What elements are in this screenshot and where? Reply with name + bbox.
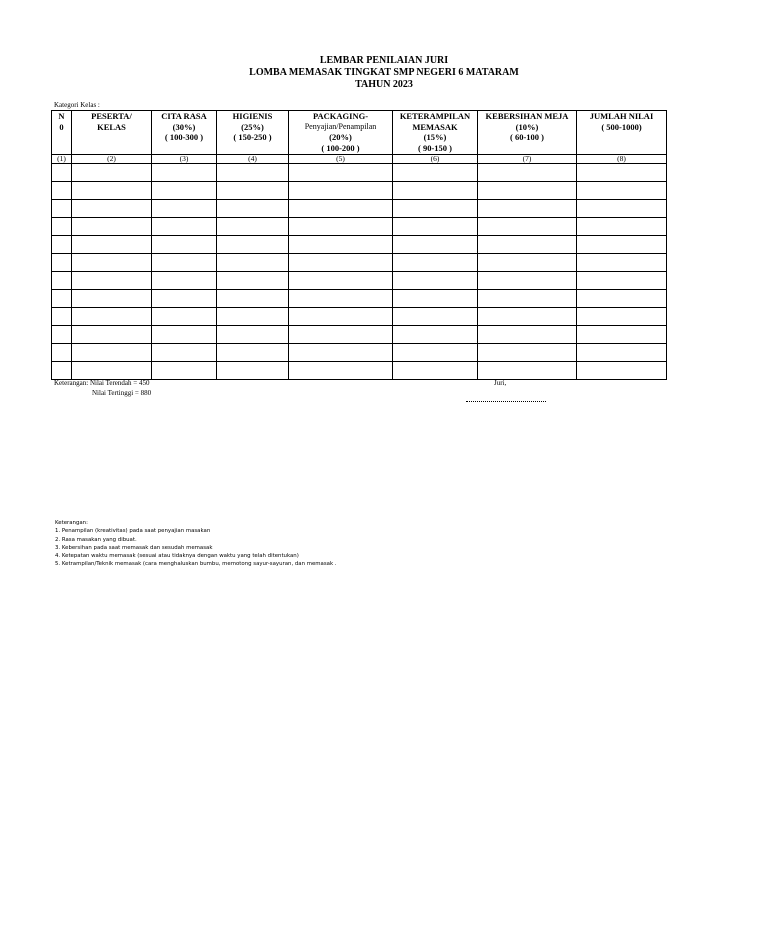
table-cell[interactable] xyxy=(478,218,577,236)
table-cell[interactable] xyxy=(217,308,289,326)
table-cell[interactable] xyxy=(52,272,72,290)
table-row xyxy=(52,218,667,236)
column-number: (4) xyxy=(217,155,289,164)
table-cell[interactable] xyxy=(577,182,667,200)
table-cell[interactable] xyxy=(577,362,667,380)
table-cell[interactable] xyxy=(72,344,152,362)
table-cell[interactable] xyxy=(52,344,72,362)
table-cell[interactable] xyxy=(393,182,478,200)
table-cell[interactable] xyxy=(393,326,478,344)
header-no: N 0 xyxy=(52,111,72,155)
table-cell[interactable] xyxy=(393,272,478,290)
table-cell[interactable] xyxy=(217,272,289,290)
table-cell[interactable] xyxy=(217,182,289,200)
note-item: 4. Ketepatan waktu memasak (sesuai atau tidaknya dengan waktu yang telah ditentukan) xyxy=(55,553,299,560)
note-item: 2. Rasa masakan yang dibuat. xyxy=(55,536,137,543)
juri-label: Juri, xyxy=(494,379,507,387)
table-cell[interactable] xyxy=(152,218,217,236)
signature-line xyxy=(466,401,546,402)
table-cell[interactable] xyxy=(52,164,72,182)
table-cell[interactable] xyxy=(289,236,393,254)
table-cell[interactable] xyxy=(152,182,217,200)
table-cell[interactable] xyxy=(478,272,577,290)
table-cell[interactable] xyxy=(393,164,478,182)
table-cell[interactable] xyxy=(152,272,217,290)
column-number: (3) xyxy=(152,155,217,164)
header-packaging: PACKAGING- Penyajian/Penampilan (20%) ( 100-200 ) xyxy=(289,111,393,155)
table-cell[interactable] xyxy=(52,254,72,272)
table-cell[interactable] xyxy=(52,218,72,236)
column-number: (1) xyxy=(52,155,72,164)
scoring-table xyxy=(51,110,667,380)
table-row xyxy=(52,362,667,380)
table-cell[interactable] xyxy=(577,164,667,182)
table-cell[interactable] xyxy=(72,218,152,236)
table-cell[interactable] xyxy=(52,236,72,254)
table-cell[interactable] xyxy=(478,164,577,182)
table-cell[interactable] xyxy=(152,200,217,218)
table-cell[interactable] xyxy=(52,326,72,344)
table-cell[interactable] xyxy=(478,182,577,200)
form-title: LEMBAR PENILAIAN JURI xyxy=(319,55,449,66)
table-cell[interactable] xyxy=(393,236,478,254)
note-item: 1. Penampilan (kreativitas) pada saat penyajian masakan xyxy=(55,528,211,535)
table-cell[interactable] xyxy=(217,344,289,362)
notes-section xyxy=(55,519,337,569)
table-cell[interactable] xyxy=(478,290,577,308)
table-cell[interactable] xyxy=(577,218,667,236)
table-cell[interactable] xyxy=(289,182,393,200)
table-cell[interactable] xyxy=(52,308,72,326)
table-cell[interactable] xyxy=(217,218,289,236)
table-cell[interactable] xyxy=(72,236,152,254)
kategori-kelas-label: Kategori Kelas : xyxy=(54,101,100,109)
table-cell[interactable] xyxy=(52,182,72,200)
table-cell[interactable] xyxy=(152,326,217,344)
table-cell[interactable] xyxy=(289,308,393,326)
header-kebersihan-meja: KEBERSIHAN MEJA (10%) ( 60-100 ) xyxy=(478,111,577,155)
table-cell[interactable] xyxy=(72,164,152,182)
competition-title: LOMBA MEMASAK TINGKAT SMP NEGERI 6 MATARAM xyxy=(249,67,519,78)
table-cell[interactable] xyxy=(478,344,577,362)
table-cell[interactable] xyxy=(72,182,152,200)
table-row xyxy=(52,164,667,182)
table-cell[interactable] xyxy=(289,218,393,236)
column-number: (5) xyxy=(289,155,393,164)
table-cell[interactable] xyxy=(577,236,667,254)
table-cell[interactable] xyxy=(52,200,72,218)
column-number-row xyxy=(52,155,667,164)
table-cell[interactable] xyxy=(478,362,577,380)
table-cell[interactable] xyxy=(289,272,393,290)
table-cell[interactable] xyxy=(72,326,152,344)
table-cell[interactable] xyxy=(577,326,667,344)
table-cell[interactable] xyxy=(72,272,152,290)
table-cell[interactable] xyxy=(393,362,478,380)
header-keterampilan-memasak: KETERAMPILAN MEMASAK (15%) ( 90-150 ) xyxy=(393,111,478,155)
table-cell[interactable] xyxy=(217,200,289,218)
table-cell[interactable] xyxy=(52,362,72,380)
header-higienis: HIGIENIS (25%) ( 150-250 ) xyxy=(217,111,289,155)
table-row xyxy=(52,290,667,308)
table-cell[interactable] xyxy=(289,344,393,362)
column-number: (7) xyxy=(478,155,577,164)
table-cell[interactable] xyxy=(577,344,667,362)
table-cell[interactable] xyxy=(152,254,217,272)
table-cell[interactable] xyxy=(152,164,217,182)
note-item: 3. Kebersihan pada saat memasak dan sesudah memasak xyxy=(55,544,213,551)
table-cell[interactable] xyxy=(478,308,577,326)
header-jumlah-nilai: JUMLAH NILAI ( 500-1000) xyxy=(577,111,667,155)
table-cell[interactable] xyxy=(289,164,393,182)
table-cell[interactable] xyxy=(152,236,217,254)
table-cell[interactable] xyxy=(52,290,72,308)
nilai-tertinggi: Nilai Tertinggi = 880 xyxy=(92,389,152,397)
table-cell[interactable] xyxy=(478,326,577,344)
table-row xyxy=(52,254,667,272)
table-cell[interactable] xyxy=(152,308,217,326)
table-row xyxy=(52,326,667,344)
table-cell[interactable] xyxy=(72,290,152,308)
table-cell[interactable] xyxy=(289,200,393,218)
table-cell[interactable] xyxy=(152,290,217,308)
table-cell[interactable] xyxy=(577,200,667,218)
table-cell[interactable] xyxy=(289,290,393,308)
column-number: (8) xyxy=(577,155,667,164)
table-cell[interactable] xyxy=(393,308,478,326)
table-cell[interactable] xyxy=(72,254,152,272)
table-cell[interactable] xyxy=(393,254,478,272)
table-cell[interactable] xyxy=(72,308,152,326)
table-cell[interactable] xyxy=(478,254,577,272)
table-row xyxy=(52,308,667,326)
table-cell[interactable] xyxy=(289,254,393,272)
table-cell[interactable] xyxy=(393,200,478,218)
column-number: (2) xyxy=(72,155,152,164)
keterangan-nilai-terendah: Keterangan: Nilai Terendah = 450 xyxy=(54,379,150,387)
header-peserta-kelas: PESERTA/ KELAS xyxy=(72,111,152,155)
table-cell[interactable] xyxy=(478,236,577,254)
table-cell[interactable] xyxy=(217,236,289,254)
table-row xyxy=(52,200,667,218)
table-cell[interactable] xyxy=(577,254,667,272)
table-cell[interactable] xyxy=(217,254,289,272)
table-row xyxy=(52,236,667,254)
table-cell[interactable] xyxy=(217,326,289,344)
table-cell[interactable] xyxy=(217,164,289,182)
table-row xyxy=(52,182,667,200)
table-cell[interactable] xyxy=(393,290,478,308)
year-title: TAHUN 2023 xyxy=(355,79,413,90)
table-cell[interactable] xyxy=(289,326,393,344)
table-cell[interactable] xyxy=(217,290,289,308)
table-cell[interactable] xyxy=(289,362,393,380)
table-cell[interactable] xyxy=(577,308,667,326)
note-item: 5. Ketrampilan/Teknik memasak (cara menghaluskan bumbu, memotong sayur-sayuran, dan memasak . xyxy=(55,561,337,568)
table-header-row xyxy=(52,111,667,155)
table-row xyxy=(52,344,667,362)
table-cell[interactable] xyxy=(152,344,217,362)
table-row xyxy=(52,272,667,290)
table-cell[interactable] xyxy=(393,344,478,362)
table-cell[interactable] xyxy=(577,290,667,308)
table-cell[interactable] xyxy=(577,272,667,290)
table-cell[interactable] xyxy=(217,362,289,380)
table-cell[interactable] xyxy=(393,218,478,236)
table-cell[interactable] xyxy=(72,362,152,380)
table-cell[interactable] xyxy=(152,362,217,380)
column-number: (6) xyxy=(393,155,478,164)
notes-title: Keterangan: xyxy=(55,520,88,526)
table-cell[interactable] xyxy=(72,200,152,218)
table-cell[interactable] xyxy=(478,200,577,218)
header-cita-rasa: CITA RASA (30%) ( 100-300 ) xyxy=(152,111,217,155)
